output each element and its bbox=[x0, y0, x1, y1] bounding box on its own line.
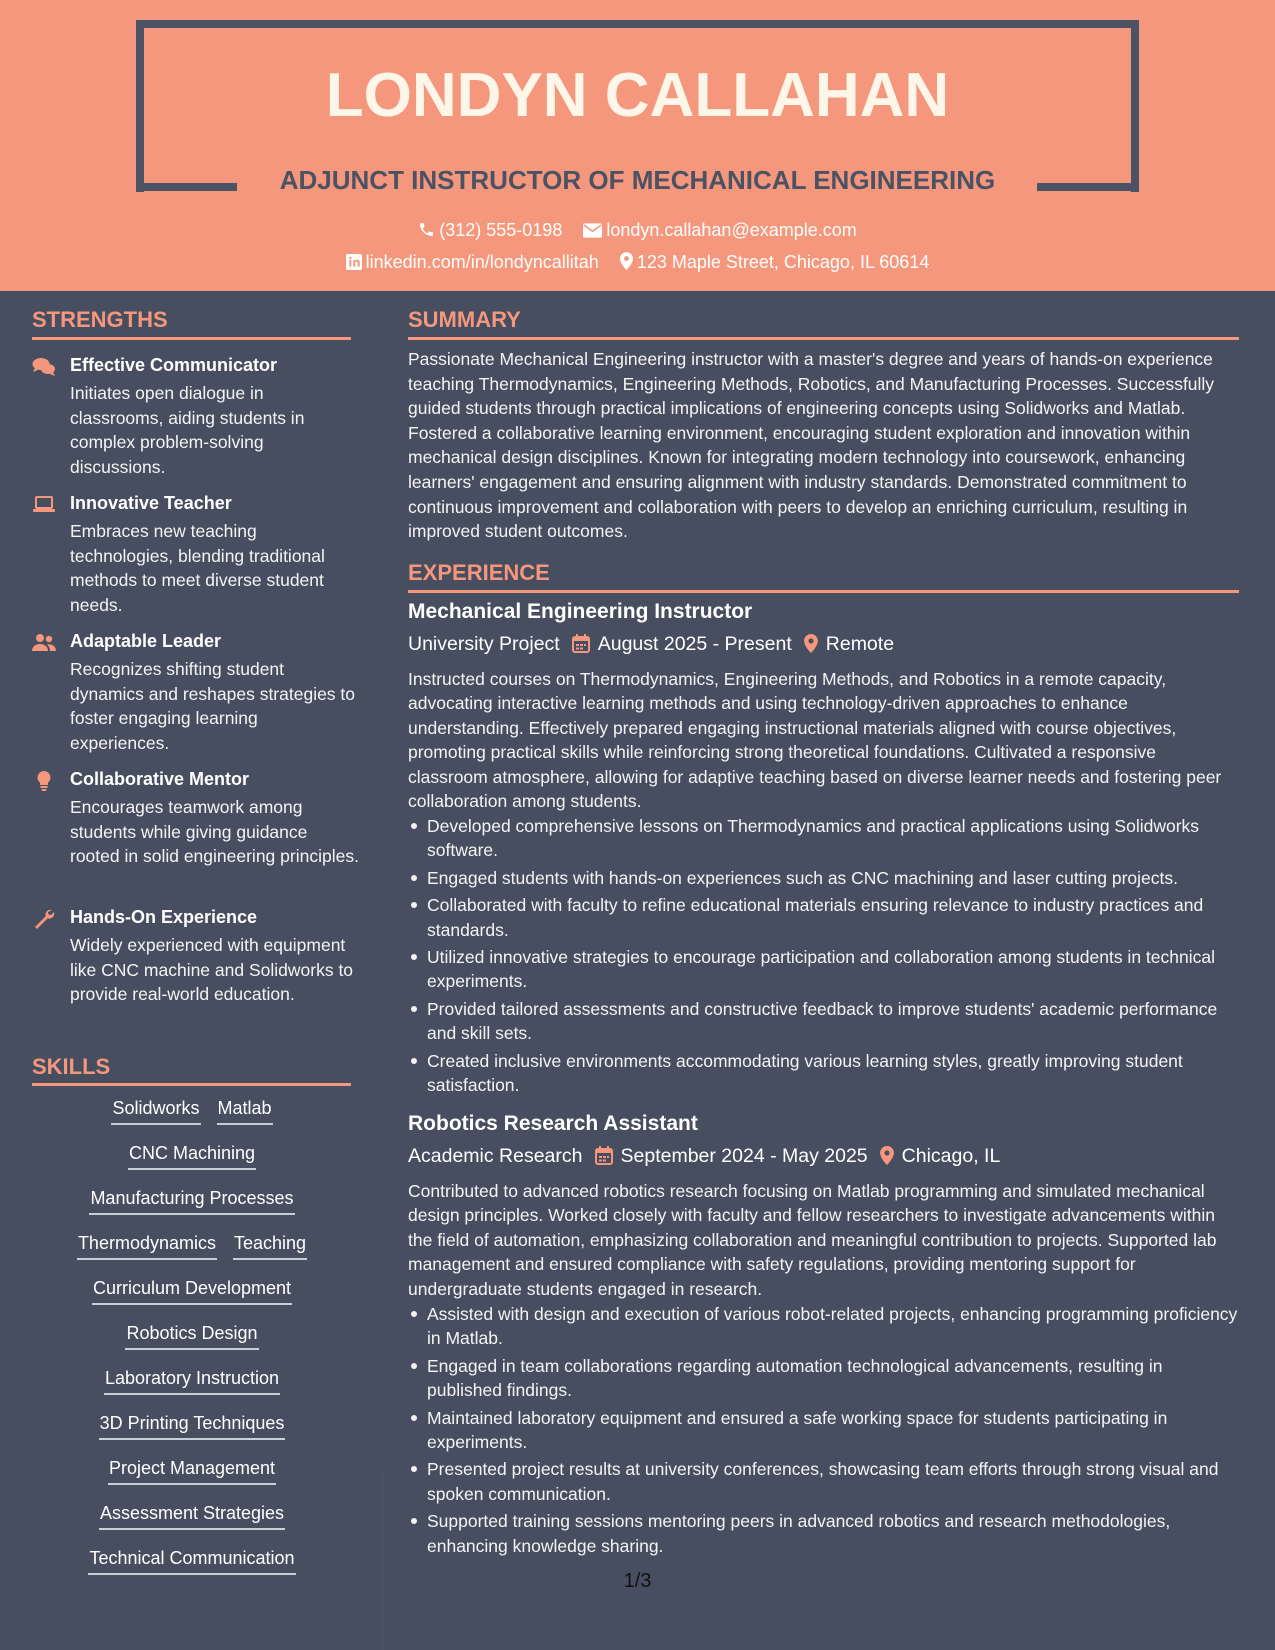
bullet-item: Created inclusive environments accommodating various learning styles, greatly improving student satisfaction. bbox=[408, 1049, 1240, 1098]
skills-heading: SKILLS bbox=[32, 1054, 111, 1079]
job-description: Instructed courses on Thermodynamics, Engineering Methods, and Robotics in a remote capacity, advocating interactive learning methods and using technology-driven approaches to enhance understanding. Effectively prepared engaging instructional materials aligned with course objectives, promoting practical skills while reinforcing strong theoretical foundations. Cultivated a responsive classroom atmosphere, allowing for adaptive teaching based on diverse learner needs and fostering peer collaboration among students. bbox=[408, 669, 1222, 812]
strength-title: Innovative Teacher bbox=[70, 493, 232, 513]
job-org: University Project bbox=[408, 633, 560, 655]
skill-tag: Thermodynamics bbox=[77, 1231, 217, 1260]
skill-tag: Project Management bbox=[108, 1456, 276, 1485]
job-meta bbox=[408, 633, 894, 656]
bullet-item: Utilized innovative strategies to encourage participation and collaboration among students in technical experiments. bbox=[408, 945, 1240, 994]
job-location: Chicago, IL bbox=[901, 1145, 1001, 1167]
linkedin[interactable] bbox=[346, 252, 599, 273]
candidate-name: LONDYN CALLAHAN bbox=[325, 61, 950, 130]
bullet-item: Developed comprehensive lessons on Thermodynamics and practical applications using Solidworks software. bbox=[408, 814, 1240, 863]
column-divider bbox=[382, 1470, 383, 1650]
job-org: Academic Research bbox=[408, 1145, 583, 1167]
phone[interactable] bbox=[418, 220, 562, 241]
skill-tag: Robotics Design bbox=[125, 1321, 258, 1350]
strength-desc: Widely experienced with equipment like CNC machine and Solidworks to provide real-world education. bbox=[70, 935, 354, 1004]
job-bullets bbox=[408, 814, 1240, 1100]
strength-desc: Embraces new teaching technologies, blending traditional methods to meet diverse student needs. bbox=[70, 521, 325, 615]
strength-title: Adaptable Leader bbox=[70, 631, 222, 651]
summary-rule bbox=[408, 337, 1239, 340]
bullet-item: Provided tailored assessments and constructive feedback to improve students' academic performance and skill sets. bbox=[408, 997, 1240, 1046]
map-pin-icon bbox=[880, 1146, 894, 1165]
skill-tag: Technical Communication bbox=[88, 1546, 295, 1575]
wrench-icon bbox=[32, 909, 56, 929]
job-location: Remote bbox=[825, 633, 895, 655]
lightbulb-icon bbox=[32, 771, 56, 791]
job-title: Robotics Research Assistant bbox=[408, 1112, 698, 1135]
strength-desc: Recognizes shifting student dynamics and reshapes strategies to foster engaging learning experiences. bbox=[70, 659, 356, 753]
email-text: londyn.callahan@example.com bbox=[606, 220, 857, 240]
map-pin-icon bbox=[620, 252, 633, 270]
bullet-item: Engaged in team collaborations regarding automation technological advancements, resulting in published findings. bbox=[408, 1354, 1240, 1403]
job-dates: August 2025 - Present bbox=[597, 633, 792, 655]
envelope-icon bbox=[583, 223, 602, 238]
contact-line-1 bbox=[0, 220, 1275, 241]
skills-list bbox=[32, 1096, 352, 1591]
skill-tag: Laboratory Instruction bbox=[104, 1366, 280, 1395]
experience-rule bbox=[408, 590, 1239, 593]
email[interactable] bbox=[583, 220, 856, 241]
bullet-item: Maintained laboratory equipment and ensured a safe working space for students participating in experiments. bbox=[408, 1406, 1240, 1455]
strengths-heading: STRENGTHS bbox=[32, 307, 168, 332]
skill-tag: Solidworks bbox=[111, 1096, 200, 1125]
skill-tag: Matlab bbox=[217, 1096, 273, 1125]
calendar-icon bbox=[595, 1146, 613, 1165]
page-number: 1/3 bbox=[623, 1570, 652, 1592]
skill-tag: Assessment Strategies bbox=[99, 1501, 285, 1530]
strengths-rule bbox=[32, 337, 351, 340]
map-pin-icon bbox=[804, 634, 818, 653]
skill-tag: Curriculum Development bbox=[92, 1276, 292, 1305]
address bbox=[620, 252, 930, 273]
job-title-header: ADJUNCT INSTRUCTOR OF MECHANICAL ENGINEERING bbox=[279, 165, 996, 195]
skill-tag: Manufacturing Processes bbox=[89, 1186, 294, 1215]
bullet-item: Supported training sessions mentoring peers in advanced robotics and research methodologies, enhancing knowledge sharing. bbox=[408, 1509, 1240, 1558]
job-bullets bbox=[408, 1302, 1240, 1561]
address-text: 123 Maple Street, Chicago, IL 60614 bbox=[636, 252, 930, 272]
job-meta bbox=[408, 1145, 1000, 1168]
phone-text: (312) 555-0198 bbox=[439, 220, 563, 240]
summary-heading: SUMMARY bbox=[408, 307, 521, 332]
strength-desc: Initiates open dialogue in classrooms, aiding students in complex problem-solving discussions. bbox=[70, 383, 305, 477]
linkedin-icon bbox=[346, 254, 362, 270]
strength-desc: Encourages teamwork among students while giving guidance rooted in solid engineering principles. bbox=[70, 797, 359, 866]
comments-icon bbox=[32, 357, 56, 377]
laptop-icon bbox=[32, 495, 56, 515]
skill-tag: Teaching bbox=[233, 1231, 307, 1260]
skill-tag: CNC Machining bbox=[128, 1141, 256, 1170]
bullet-item: Engaged students with hands-on experiences such as CNC machining and laser cutting projects. bbox=[408, 866, 1240, 890]
bullet-item: Presented project results at university conferences, showcasing team efforts through strong visual and spoken communication. bbox=[408, 1457, 1240, 1506]
bullet-item: Collaborated with faculty to refine educational materials ensuring relevance to industry practices and standards. bbox=[408, 893, 1240, 942]
strength-title: Collaborative Mentor bbox=[70, 769, 250, 789]
strength-title: Hands-On Experience bbox=[70, 907, 258, 927]
experience-heading: EXPERIENCE bbox=[408, 560, 550, 585]
skills-rule bbox=[32, 1083, 351, 1086]
summary-text: Passionate Mechanical Engineering instructor with a master's degree and years of hands-on experience teaching Thermodynamics, Engineering Methods, Robotics, and Manufacturing Processes. Successfully guided students through practical implications of engineering concepts using Solidworks and Matlab. Fostered a collaborative learning environment, encouraging student exploration and innovation within mechanical design disciplines. Known for integrating modern technology into coursework, enhancing learners' engagement and ensuring alignment with industry standards. Demonstrated commitment to continuous improvement and collaboration with peers to develop an enriching curriculum, resulting in improved student outcomes. bbox=[408, 349, 1215, 542]
job-dates: September 2024 - May 2025 bbox=[620, 1145, 868, 1167]
phone-icon bbox=[418, 221, 435, 238]
linkedin-text: linkedin.com/in/londyncallitah bbox=[365, 252, 599, 272]
strength-title: Effective Communicator bbox=[70, 355, 278, 375]
contact-line-2 bbox=[0, 252, 1275, 273]
skill-tag: 3D Printing Techniques bbox=[99, 1411, 286, 1440]
users-icon bbox=[32, 633, 56, 653]
bullet-item: Assisted with design and execution of various robot-related projects, enhancing programming proficiency in Matlab. bbox=[408, 1302, 1240, 1351]
calendar-icon bbox=[572, 634, 590, 653]
job-description: Contributed to advanced robotics research focusing on Matlab programming and simulated mechanical design principles. Worked closely with faculty and fellow researchers to investigate advancements within the field of automation, emphasizing collaboration and meaningful contribution to projects. Supported lab management and ensured compliance with safety regulations, providing mentoring support for undergraduate students engaged in research. bbox=[408, 1181, 1217, 1299]
job-title: Mechanical Engineering Instructor bbox=[408, 600, 753, 623]
